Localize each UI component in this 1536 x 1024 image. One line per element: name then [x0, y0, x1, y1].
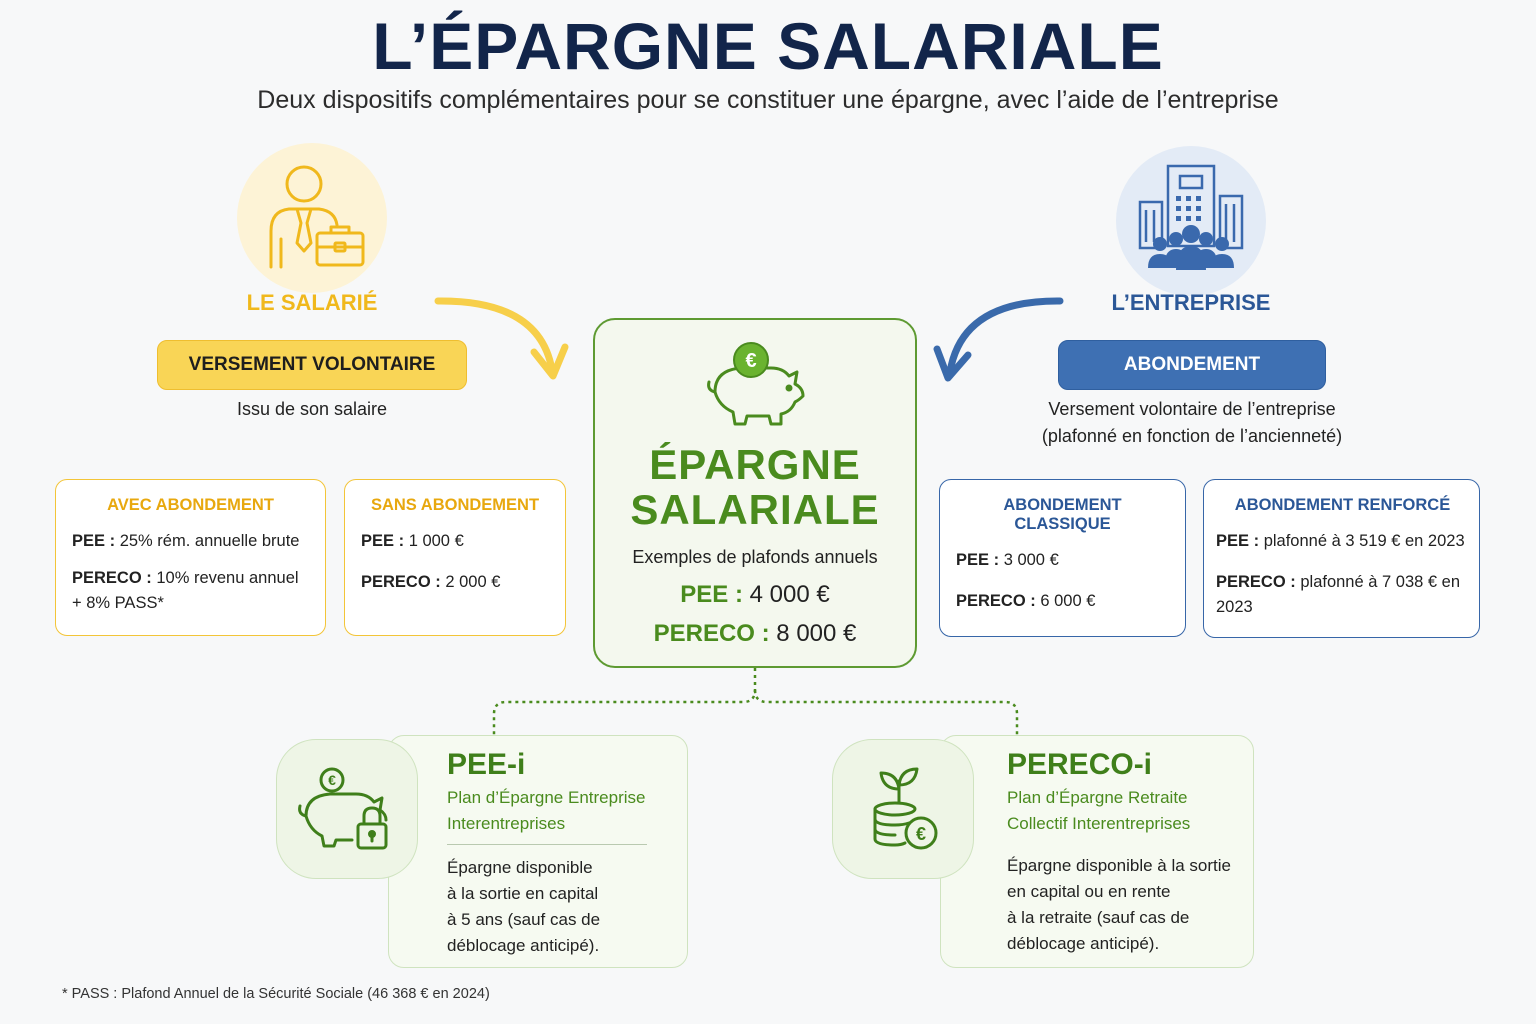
company-caption: Versement volontaire de l’entreprise (plafonné en fonction de l’ancienneté): [1041, 399, 1343, 446]
card-row-pee: PEE : 1 000 €: [361, 532, 464, 550]
plan-fullname: Plan d’Épargne Entreprise Interentreprises: [447, 788, 646, 833]
piggy-bank-euro-icon: [697, 340, 817, 432]
plan-description: Épargne disponible à la sortie en capital ou en rente à la retraite (sauf cas de déblocage anticipé).: [1007, 856, 1231, 953]
plan-card-pee-i: [388, 735, 688, 968]
svg-text:€: €: [328, 772, 336, 788]
employee-label: LE SALARIÉ: [246, 290, 378, 315]
matching-pill: ABONDEMENT: [1058, 340, 1326, 390]
card-heading: ABONDEMENT CLASSIQUE: [1003, 496, 1122, 533]
card-heading: ABONDEMENT RENFORCÉ: [1234, 496, 1451, 514]
company-label: L’ENTREPRISE: [1111, 290, 1271, 315]
plant-coins-icon: [853, 759, 953, 859]
plan-name: PEE-i: [447, 748, 526, 781]
yellow-arrow: [438, 301, 552, 370]
card-row-pereco: PERECO : 2 000 €: [361, 573, 501, 591]
plan-fullname: Plan d’Épargne Retraite Collectif Interentreprises: [1007, 788, 1191, 833]
voluntary-payment-pill: VERSEMENT VOLONTAIRE: [157, 340, 467, 390]
plan-icon-badge: [276, 739, 418, 879]
svg-text:€: €: [745, 350, 757, 372]
card-row-pereco: PERECO : 10% revenu annuel + 8% PASS*: [72, 569, 299, 612]
plan-card-pereco-i: [940, 735, 1254, 968]
page-subtitle: Deux dispositifs complémentaires pour se constituer une épargne, avec l’aide de l’entreprise: [257, 86, 1279, 114]
plan-description: Épargne disponible à la sortie en capital à 5 ans (sauf cas de déblocage anticipé).: [447, 858, 601, 955]
central-pereco-limit: PERECO : 8 000 €: [653, 620, 857, 647]
central-title-line2: SALARIALE: [630, 486, 880, 533]
plan-icon-badge: [832, 739, 974, 879]
employee-caption: Issu de son salaire: [236, 399, 388, 419]
card-heading: AVEC ABONDEMENT: [107, 496, 274, 514]
page-title: L’ÉPARGNE SALARIALE: [372, 9, 1164, 83]
central-savings-box: [593, 318, 917, 668]
central-pee-limit: PEE : 4 000 €: [680, 581, 830, 608]
card-row-pereco: PERECO : 6 000 €: [956, 592, 1096, 610]
card-heading: SANS ABONDEMENT: [370, 496, 540, 514]
card-row-pee: PEE : 25% rém. annuelle brute: [72, 532, 300, 550]
card-row-pee: PEE : 3 000 €: [956, 551, 1059, 569]
card-row-pereco: PERECO : plafonné à 7 038 € en 2023: [1216, 573, 1460, 616]
footnote: * PASS : Plafond Annuel de la Sécurité Sociale (46 368 € en 2024): [62, 986, 490, 1002]
central-title-line1: ÉPARGNE: [649, 441, 861, 488]
dotted-connector: [755, 690, 1017, 736]
plan-divider: [447, 844, 647, 845]
piggy-bank-lock-icon: [292, 764, 402, 854]
plan-name: PERECO-i: [1007, 748, 1153, 781]
dotted-connector: [494, 668, 755, 736]
card-row-pee: PEE : plafonné à 3 519 € en 2023: [1216, 532, 1465, 550]
svg-text:€: €: [915, 824, 927, 844]
central-subtitle: Exemples de plafonds annuels: [632, 547, 878, 567]
